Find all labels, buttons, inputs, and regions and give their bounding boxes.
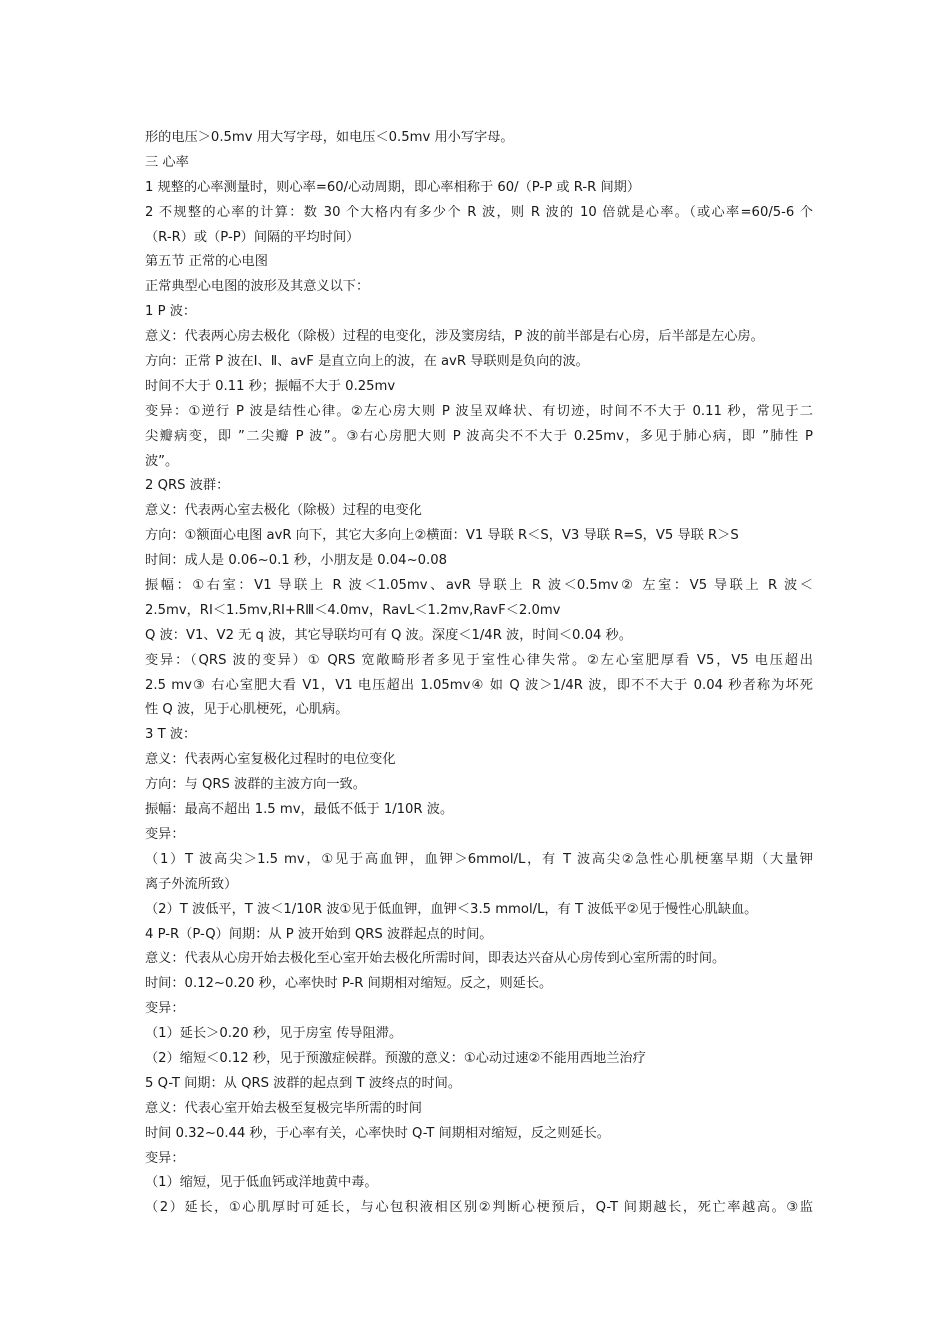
text-line: 2.5mv，RⅠ＜1.5mv,RⅠ+RⅢ＜4.0mv，RavL＜1.2mv,RavF＜2.0mv (145, 602, 561, 618)
text-line: 变异： (145, 1001, 185, 1017)
text-line: 时间 0.32~0.44 秒，于心率有关，心率快时 Q-T 间期相对缩短，反之则延长。 (145, 1125, 610, 1141)
section-heading: 第五节 正常的心电图 (145, 254, 268, 270)
text-line: 变异： (145, 1150, 185, 1166)
text-line: 1 规整的心率测量时，则心率=60/心动周期，即心率相称于 60/（P-P 或 R-R 间期） (145, 179, 641, 195)
text-line: （2）缩短＜0.12 秒，见于预激症候群。预激的意义：①心动过速②不能用西地兰治疗 (145, 1050, 646, 1066)
text-line: （2）延长，①心肌厚时可延长，与心包积液相区别②判断心梗预后，Q-T 间期越长，死亡率越高。③监 (145, 1200, 813, 1216)
text-line: 正常典型心电图的波形及其意义以下： (145, 279, 370, 295)
text-line: 振幅：①右室：V1 导联上 R 波＜1.05mv、avR 导联上 R 波＜0.5mv② 左室：V5 导联上 R 波＜ (145, 578, 813, 594)
subsection-heading: 3 T 波： (145, 727, 197, 743)
text-line: 振幅：最高不超出 1.5 mv，最低不低于 1/10R 波。 (145, 802, 454, 818)
text-line: 变异：①逆行 P 波是结性心律。②左心房大则 P 波呈双峰状、有切迹，时间不不大于 0.11 秒，常见于二 (145, 403, 813, 419)
text-line: 方向：与 QRS 波群的主波方向一致。 (145, 777, 366, 793)
subsection-heading: 5 Q-T 间期：从 QRS 波群的起点到 T 波终点的时间。 (145, 1075, 462, 1091)
text-line: 变异： (145, 826, 185, 842)
document-body (145, 126, 813, 1221)
text-line: （1）T 波高尖＞1.5 mv，①见于高血钾，血钾＞6mmol/L，有 T 波高尖②急性心肌梗塞早期（大量钾 (145, 851, 813, 867)
text-line: 时间：成人是 0.06~0.1 秒，小朋友是 0.04~0.08 (145, 553, 447, 569)
text-line: 形的电压＞0.5mv 用大写字母，如电压＜0.5mv 用小写字母。 (145, 130, 514, 145)
text-line: （R-R）或（P-P）间隔的平均时间） (145, 229, 360, 245)
text-line: 波”。 (145, 453, 179, 469)
text-line: 时间：0.12~0.20 秒，心率快时 P-R 间期相对缩短。反之，则延长。 (145, 976, 553, 992)
text-line: 方向：①额面心电图 avR 向下，其它大多向上②横面：V1 导联 R＜S，V3 导联 R=S，V5 导联 R＞S (145, 528, 739, 544)
text-line: 时间不大于 0.11 秒；振幅不大于 0.25mv (145, 378, 396, 394)
text-line: 2 不规整的心率的计算：数 30 个大格内有多少个 R 波，则 R 波的 10 倍就是心率。（或心率=60/5-6 个 (145, 204, 813, 220)
text-line: 意义：代表两心室复极化过程时的电位变化 (145, 752, 396, 768)
text-line: 意义：代表心室开始去极至复极完毕所需的时间 (145, 1100, 422, 1116)
section-heading: 三 心率 (145, 154, 189, 170)
text-line: （2）T 波低平，T 波＜1/10R 波①见于低血钾，血钾＜3.5 mmol/L，有 T 波低平②见于慢性心肌缺血。 (145, 901, 758, 917)
subsection-heading: 1 P 波： (145, 304, 197, 320)
text-line: 意义：代表两心室去极化（除极）过程的电变化 (145, 503, 422, 519)
text-line: 方向：正常 P 波在Ⅰ、Ⅱ、avF 是直立向上的波，在 avR 导联则是负向的波。 (145, 354, 589, 370)
text-line: 意义：代表两心房去极化（除极）过程的电变化，涉及窦房结，P 波的前半部是右心房，后半部是左心房。 (145, 329, 764, 345)
text-line: Q 波：V1、V2 无 q 波，其它导联均可有 Q 波。深度＜1/4R 波，时间＜0.04 秒。 (145, 627, 632, 643)
subsection-heading: 4 P-R（P-Q）间期：从 P 波开始到 QRS 波群起点的时间。 (145, 926, 493, 942)
text-line: （1）缩短，见于低血钙或洋地黄中毒。 (145, 1175, 378, 1191)
text-line: 离子外流所致） (145, 876, 238, 892)
text-line: 尖瓣病变，即 ”二尖瓣 P 波”。③右心房肥大则 P 波高尖不不大于 0.25mv，多见于肺心病，即 ”肺性 P (145, 428, 813, 444)
subsection-heading: 2 QRS 波群： (145, 478, 230, 494)
text-line: 性 Q 波，见于心肌梗死，心肌病。 (145, 702, 349, 718)
text-line: 2.5 mv③ 右心室肥大看 V1，V1 电压超出 1.05mv④ 如 Q 波＞1/4R 波，即不不大于 0.04 秒者称为坏死 (145, 677, 813, 693)
text-line: 变异：（QRS 波的变异）① QRS 宽敞畸形者多见于室性心律失常。②左心室肥厚看 V5，V5 电压超出 (145, 652, 813, 668)
text-line: 意义：代表从心房开始去极化至心室开始去极化所需时间，即表达兴奋从心房传到心室所需的时间。 (145, 951, 726, 967)
text-line: （1）延长＞0.20 秒，见于房室 传导阻滞。 (145, 1026, 403, 1042)
